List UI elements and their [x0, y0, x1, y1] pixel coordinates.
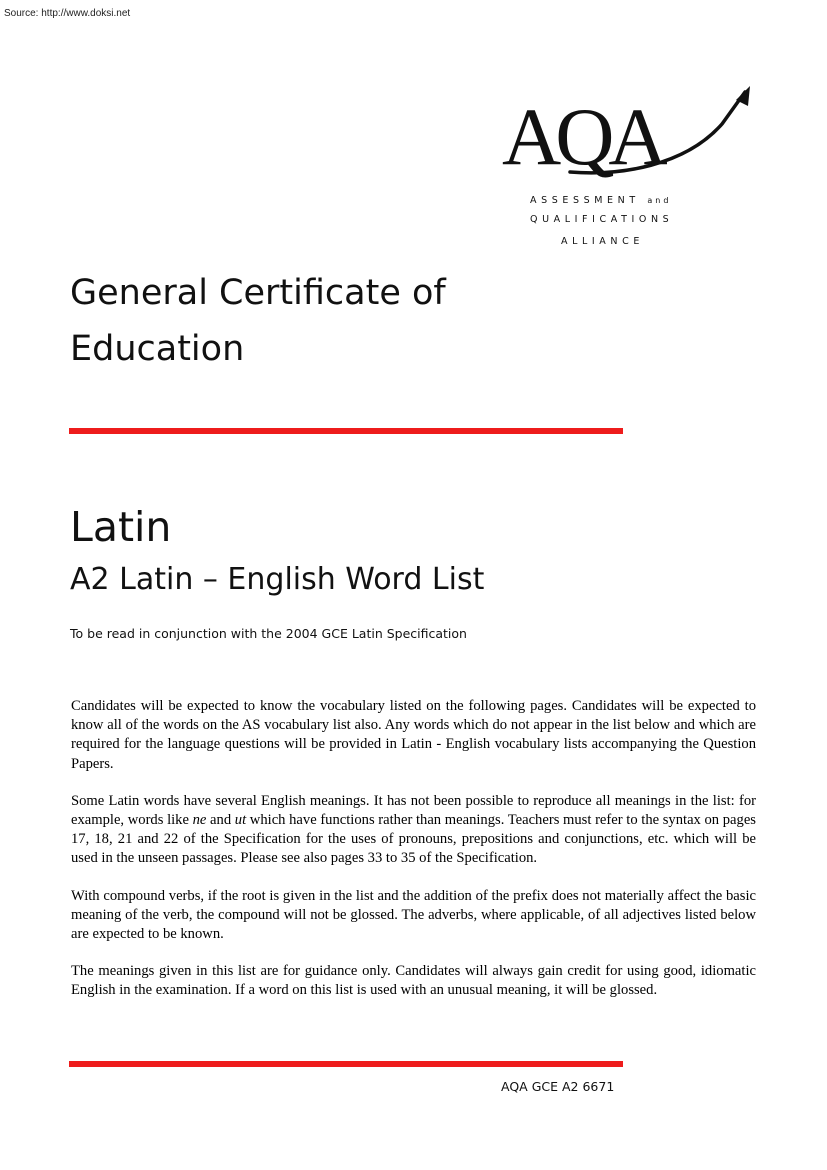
paragraph-2-part-b: which have functions rather than meanings. Teachers must refer to the syntax on pages 17, 18, 21 and 22 of the Specification for the uses of pronouns, prepositions and conjunctions, etc. which will be used in the unseen passages. Please see also pages 33 to 35 of the Specification. — [71, 812, 756, 867]
source-note: Source: http://www.doksi.net — [4, 8, 131, 19]
logo-tagline-line1 — [530, 195, 671, 206]
paragraph-2-part-a: Some Latin words have several English meanings. It has not been possible to reproduce all meanings in the list: for example, words like — [71, 792, 756, 829]
body-text — [71, 697, 756, 1019]
tagline-qualifications: QUALIFICATIONS — [530, 214, 674, 225]
paragraph-4: The meanings given in this list are for guidance only. Candidates will always gain credit for using good, idiomatic English in the examination. If a word on this list is used with an unusual meaning, it will be glossed. — [71, 963, 756, 999]
word-ut: ut — [234, 812, 247, 829]
tagline-assessment: ASSESSMENT — [530, 195, 640, 206]
heading-line-1: General Certificate of — [70, 273, 446, 313]
paragraph-3: With compound verbs, if the root is given in the list and the addition of the prefix does not materially affect the basic meaning of the verb, the compound will not be glossed. The adverbs, where applicable, of all adjectives listed below are expected to be known. — [71, 887, 756, 943]
aqa-wordmark: AQA — [502, 91, 662, 182]
aqa-logo-mark — [500, 80, 760, 190]
document-code: AQA GCE A2 6671 — [501, 1079, 615, 1094]
paragraph-2-and: and — [206, 812, 235, 829]
document-title: A2 Latin – English Word List — [70, 562, 485, 597]
heading-line-2: Education — [70, 329, 245, 369]
aqa-logo — [500, 80, 760, 260]
red-divider-top — [69, 428, 623, 434]
tagline-alliance: ALLIANCE — [561, 236, 644, 247]
document-subtitle: To be read in conjunction with the 2004 GCE Latin Specification — [70, 626, 467, 641]
qualification-heading — [70, 265, 446, 377]
word-ne: ne — [192, 812, 207, 829]
tagline-and: and — [647, 196, 672, 205]
paragraph-2 — [71, 792, 756, 869]
paragraph-1: Candidates will be expected to know the vocabulary listed on the following pages. Candidates will be expected to know all of the words on the AS vocabulary list also. Any words which do not appear in the list below and which are required for the language questions will be provided in Latin - English vocabulary lists accompanying the Question Papers. — [71, 698, 756, 772]
subject-title: Latin — [70, 503, 172, 551]
red-divider-bottom — [69, 1061, 623, 1067]
